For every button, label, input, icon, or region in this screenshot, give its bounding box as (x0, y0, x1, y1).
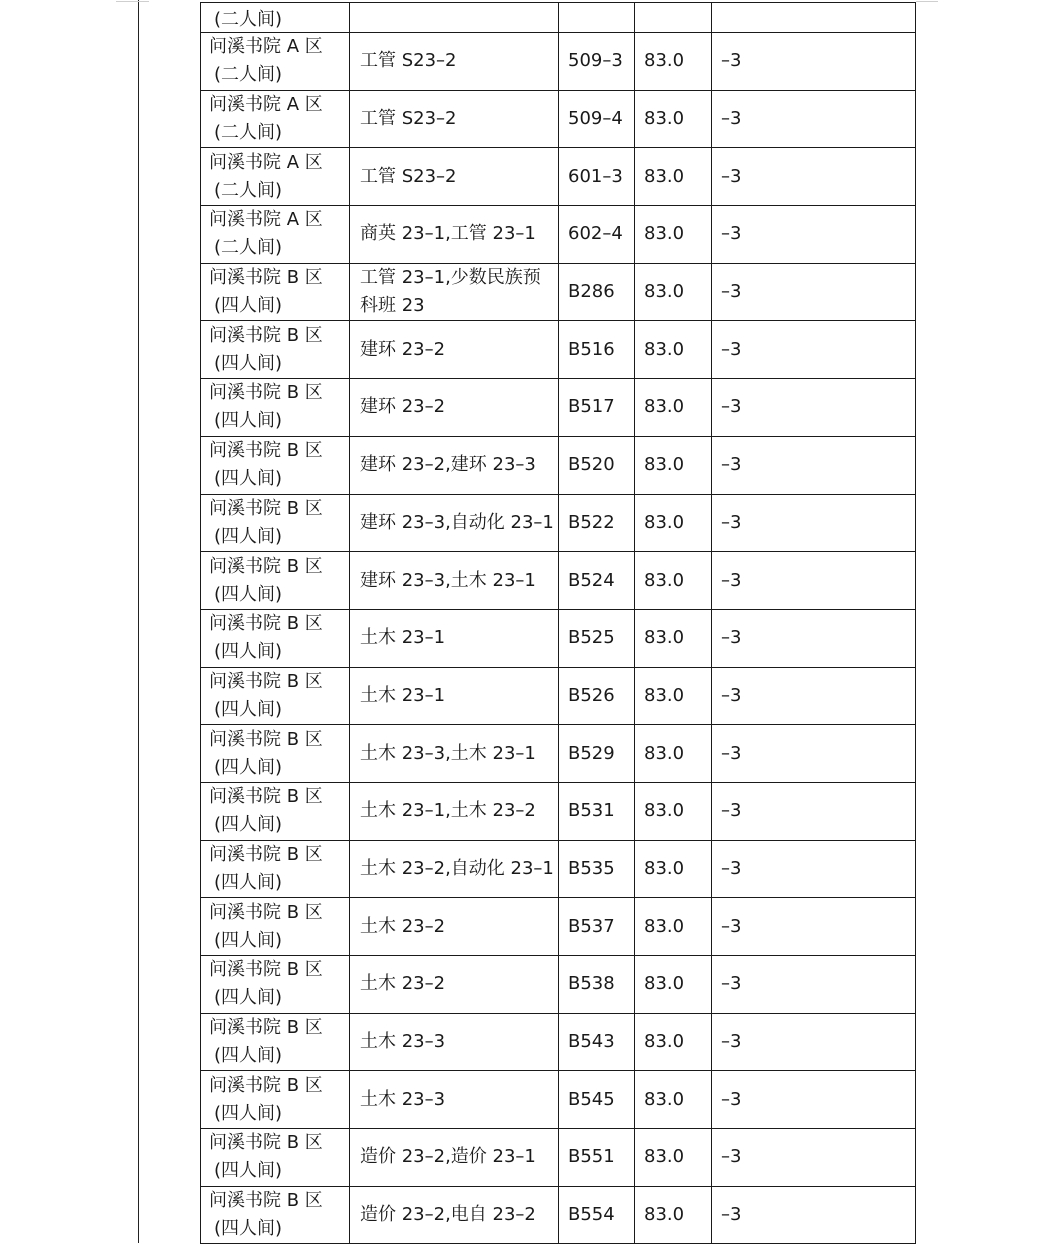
table-row (201, 956, 916, 1014)
building-name: 问溪书院 A 区 (209, 209, 323, 231)
table-row (201, 321, 916, 379)
building-name: 问溪书院 B 区 (209, 843, 323, 865)
class-cell: 造价 23–2,造价 23–1 (350, 1129, 559, 1187)
table-row (201, 33, 916, 91)
building-name: 问溪书院 B 区 (209, 1132, 323, 1154)
score-cell: 83.0 (635, 379, 712, 437)
table-row (201, 379, 916, 437)
table-row (201, 148, 916, 206)
building-name: 问溪书院 B 区 (209, 786, 323, 808)
score-cell: 83.0 (635, 898, 712, 956)
building-cell (201, 90, 350, 148)
score-cell: 83.0 (635, 148, 712, 206)
building-cell (201, 206, 350, 264)
deduction-cell: –3 (712, 1129, 916, 1187)
deduction-cell: –3 (712, 956, 916, 1014)
class-cell: 土木 23–1 (350, 667, 559, 725)
room-cell: B524 (559, 552, 635, 610)
score-cell: 83.0 (635, 956, 712, 1014)
building-cell (201, 1129, 350, 1187)
room-cell: B531 (559, 782, 635, 840)
building-name: 问溪书院 B 区 (209, 382, 323, 404)
score-cell: 83.0 (635, 667, 712, 725)
building-type: (四人间) (214, 410, 283, 432)
table-row (201, 1186, 916, 1244)
building-type: (二人间) (214, 179, 283, 201)
table-row (201, 840, 916, 898)
building-type: (四人间) (214, 641, 283, 663)
table-row (201, 436, 916, 494)
score-cell: 83.0 (635, 206, 712, 264)
building-cell (201, 3, 350, 33)
deduction-cell: –3 (712, 725, 916, 783)
building-type: (四人间) (214, 871, 283, 893)
table-row (201, 782, 916, 840)
room-cell: B525 (559, 609, 635, 667)
building-name: 问溪书院 B 区 (209, 1190, 323, 1212)
building-type: (四人间) (214, 756, 283, 778)
building-type: (四人间) (214, 583, 283, 605)
deduction-cell (712, 3, 916, 33)
room-cell: 509–4 (559, 90, 635, 148)
building-name: 问溪书院 B 区 (209, 1017, 323, 1039)
class-cell: 工管 S23–2 (350, 148, 559, 206)
building-name: 问溪书院 B 区 (209, 497, 323, 519)
score-cell (635, 3, 712, 33)
building-cell (201, 263, 350, 321)
class-cell: 土木 23–2 (350, 898, 559, 956)
score-cell: 83.0 (635, 33, 712, 91)
building-name: 问溪书院 B 区 (209, 670, 323, 692)
building-cell (201, 552, 350, 610)
building-name: 问溪书院 B 区 (209, 1074, 323, 1096)
building-cell (201, 321, 350, 379)
table-row-partial (201, 3, 916, 33)
page-margin-line (138, 0, 139, 1243)
dormitory-score-table (200, 2, 916, 1244)
score-cell: 83.0 (635, 725, 712, 783)
building-type: (二人间) (214, 64, 283, 86)
building-cell (201, 1186, 350, 1244)
deduction-cell: –3 (712, 1071, 916, 1129)
deduction-cell: –3 (712, 782, 916, 840)
room-cell: B551 (559, 1129, 635, 1187)
room-cell: B554 (559, 1186, 635, 1244)
room-cell: B516 (559, 321, 635, 379)
building-type: (四人间) (214, 929, 283, 951)
class-cell: 土木 23–1,土木 23–2 (350, 782, 559, 840)
table-row (201, 206, 916, 264)
score-cell: 83.0 (635, 321, 712, 379)
table-row (201, 667, 916, 725)
table-row (201, 1071, 916, 1129)
building-type: (四人间) (214, 698, 283, 720)
class-cell: 建环 23–2,建环 23–3 (350, 436, 559, 494)
building-type: (二人间) (214, 237, 283, 259)
deduction-cell: –3 (712, 379, 916, 437)
room-cell: B522 (559, 494, 635, 552)
class-cell: 建环 23–2 (350, 321, 559, 379)
class-cell: 造价 23–2,电自 23–2 (350, 1186, 559, 1244)
deduction-cell: –3 (712, 263, 916, 321)
room-cell: B535 (559, 840, 635, 898)
building-cell (201, 609, 350, 667)
class-cell: 建环 23–3,自动化 23–1 (350, 494, 559, 552)
table-row (201, 90, 916, 148)
score-cell: 83.0 (635, 90, 712, 148)
building-cell (201, 782, 350, 840)
building-cell (201, 898, 350, 956)
deduction-cell: –3 (712, 436, 916, 494)
table-row (201, 494, 916, 552)
score-cell: 83.0 (635, 436, 712, 494)
building-name: 问溪书院 B 区 (209, 324, 323, 346)
room-cell: B537 (559, 898, 635, 956)
building-type: (二人间) (214, 9, 283, 30)
score-cell: 83.0 (635, 1071, 712, 1129)
class-cell: 工管 S23–2 (350, 33, 559, 91)
building-cell (201, 1013, 350, 1071)
room-cell: B526 (559, 667, 635, 725)
building-cell (201, 494, 350, 552)
building-cell (201, 667, 350, 725)
room-cell (559, 3, 635, 33)
score-cell: 83.0 (635, 840, 712, 898)
building-type: (四人间) (214, 525, 283, 547)
building-name: 问溪书院 B 区 (209, 613, 323, 635)
class-cell: 工管 S23–2 (350, 90, 559, 148)
building-type: (四人间) (214, 295, 283, 317)
table-row (201, 1129, 916, 1187)
table-row (201, 552, 916, 610)
building-type: (四人间) (214, 987, 283, 1009)
table-row (201, 1013, 916, 1071)
class-cell: 工管 23–1,少数民族预科班 23 (350, 263, 559, 321)
class-cell: 土木 23–2 (350, 956, 559, 1014)
class-cell: 建环 23–3,土木 23–1 (350, 552, 559, 610)
room-cell: B517 (559, 379, 635, 437)
deduction-cell: –3 (712, 667, 916, 725)
class-cell (350, 3, 559, 33)
room-cell: B529 (559, 725, 635, 783)
score-cell: 83.0 (635, 552, 712, 610)
room-cell: B538 (559, 956, 635, 1014)
class-cell: 土木 23–3,土木 23–1 (350, 725, 559, 783)
building-name: 问溪书院 B 区 (209, 901, 323, 923)
building-cell (201, 33, 350, 91)
deduction-cell: –3 (712, 1013, 916, 1071)
building-name: 问溪书院 A 区 (209, 36, 323, 58)
building-cell (201, 148, 350, 206)
deduction-cell: –3 (712, 552, 916, 610)
deduction-cell: –3 (712, 206, 916, 264)
room-cell: B520 (559, 436, 635, 494)
building-type: (四人间) (214, 1045, 283, 1067)
building-name: 问溪书院 B 区 (209, 555, 323, 577)
building-cell (201, 840, 350, 898)
building-type: (四人间) (214, 352, 283, 374)
building-name: 问溪书院 B 区 (209, 440, 323, 462)
room-cell: B545 (559, 1071, 635, 1129)
deduction-cell: –3 (712, 494, 916, 552)
building-cell (201, 956, 350, 1014)
room-cell: B543 (559, 1013, 635, 1071)
deduction-cell: –3 (712, 1186, 916, 1244)
header-rule-right (916, 1, 938, 2)
room-cell: B286 (559, 263, 635, 321)
building-type: (四人间) (214, 1102, 283, 1124)
deduction-cell: –3 (712, 90, 916, 148)
building-name: 问溪书院 B 区 (209, 959, 323, 981)
deduction-cell: –3 (712, 148, 916, 206)
room-cell: 602–4 (559, 206, 635, 264)
score-cell: 83.0 (635, 782, 712, 840)
table-row (201, 609, 916, 667)
building-name: 问溪书院 A 区 (209, 151, 323, 173)
room-cell: 601–3 (559, 148, 635, 206)
score-cell: 83.0 (635, 1129, 712, 1187)
building-type: (四人间) (214, 468, 283, 490)
class-cell: 商英 23–1,工管 23–1 (350, 206, 559, 264)
table-row (201, 898, 916, 956)
building-cell (201, 379, 350, 437)
room-cell: 509–3 (559, 33, 635, 91)
class-cell: 土木 23–3 (350, 1071, 559, 1129)
deduction-cell: –3 (712, 609, 916, 667)
deduction-cell: –3 (712, 898, 916, 956)
score-cell: 83.0 (635, 263, 712, 321)
class-cell: 土木 23–2,自动化 23–1 (350, 840, 559, 898)
building-name: 问溪书院 A 区 (209, 94, 323, 116)
table-row (201, 263, 916, 321)
building-type: (二人间) (214, 122, 283, 144)
class-cell: 土木 23–1 (350, 609, 559, 667)
building-type: (四人间) (214, 814, 283, 836)
building-cell (201, 1071, 350, 1129)
deduction-cell: –3 (712, 840, 916, 898)
score-cell: 83.0 (635, 609, 712, 667)
class-cell: 土木 23–3 (350, 1013, 559, 1071)
building-cell (201, 725, 350, 783)
deduction-cell: –3 (712, 33, 916, 91)
score-cell: 83.0 (635, 1013, 712, 1071)
score-cell: 83.0 (635, 494, 712, 552)
table-row (201, 725, 916, 783)
class-cell: 建环 23–2 (350, 379, 559, 437)
building-name: 问溪书院 B 区 (209, 267, 323, 289)
score-cell: 83.0 (635, 1186, 712, 1244)
header-rule-left (116, 1, 149, 2)
table-body (201, 3, 916, 1244)
building-name: 问溪书院 B 区 (209, 728, 323, 750)
deduction-cell: –3 (712, 321, 916, 379)
building-cell (201, 436, 350, 494)
building-type: (四人间) (214, 1160, 283, 1182)
building-type: (四人间) (214, 1218, 283, 1240)
